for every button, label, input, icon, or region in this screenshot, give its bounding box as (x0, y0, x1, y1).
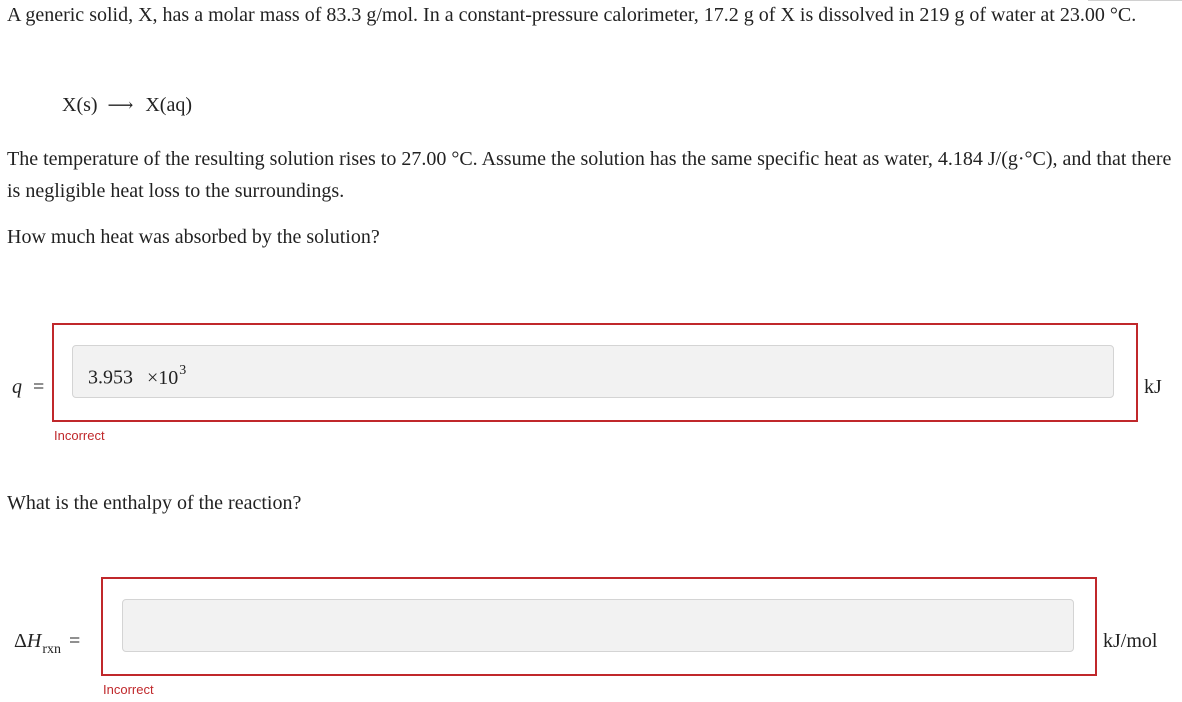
q-answer-times: ×10 (147, 366, 179, 389)
delta-h-equals: = (69, 630, 81, 652)
delta-h-variable-label (14, 629, 80, 656)
reaction-equation (62, 89, 192, 121)
q-symbol: q (12, 376, 22, 398)
q-answer-mantissa: 3.953 (88, 366, 133, 389)
rxn-subscript: rxn (42, 642, 61, 657)
delta-symbol: Δ (14, 630, 27, 652)
question1-prompt: How much heat was absorbed by the solution? (7, 226, 380, 248)
problem-intro: A generic solid, X, has a molar mass of 83.3 g/mol. In a constant-pressure calorimeter, 17.2 g of X is dissolved in 219 g of water at 23.00 °C. (7, 4, 1137, 26)
reaction-product: X(aq) (145, 94, 192, 116)
q-feedback-incorrect: Incorrect (54, 428, 105, 443)
q-answer-value (88, 361, 186, 390)
question2-prompt: What is the enthalpy of the reaction? (7, 492, 302, 514)
reaction-reactant: X(s) (62, 94, 98, 116)
delta-h-unit-label: kJ/mol (1103, 630, 1158, 652)
delta-h-feedback-incorrect: Incorrect (103, 682, 154, 697)
q-unit-label: kJ (1144, 376, 1162, 398)
q-answer-input[interactable] (72, 345, 1114, 398)
h-symbol: H (26, 630, 42, 652)
q-answer-exponent: 3 (179, 363, 187, 378)
delta-h-answer-input[interactable] (122, 599, 1074, 652)
reaction-arrow-icon: ⟶ (107, 95, 134, 115)
q-variable-label (12, 375, 44, 399)
problem-conditions: The temperature of the resulting solution rises to 27.00 °C. Assume the solution has the same specific heat as water, 4.184 J/(g·°C), and that there is negligible heat loss to the surroundings. (7, 148, 1172, 202)
q-equals: = (33, 376, 45, 398)
